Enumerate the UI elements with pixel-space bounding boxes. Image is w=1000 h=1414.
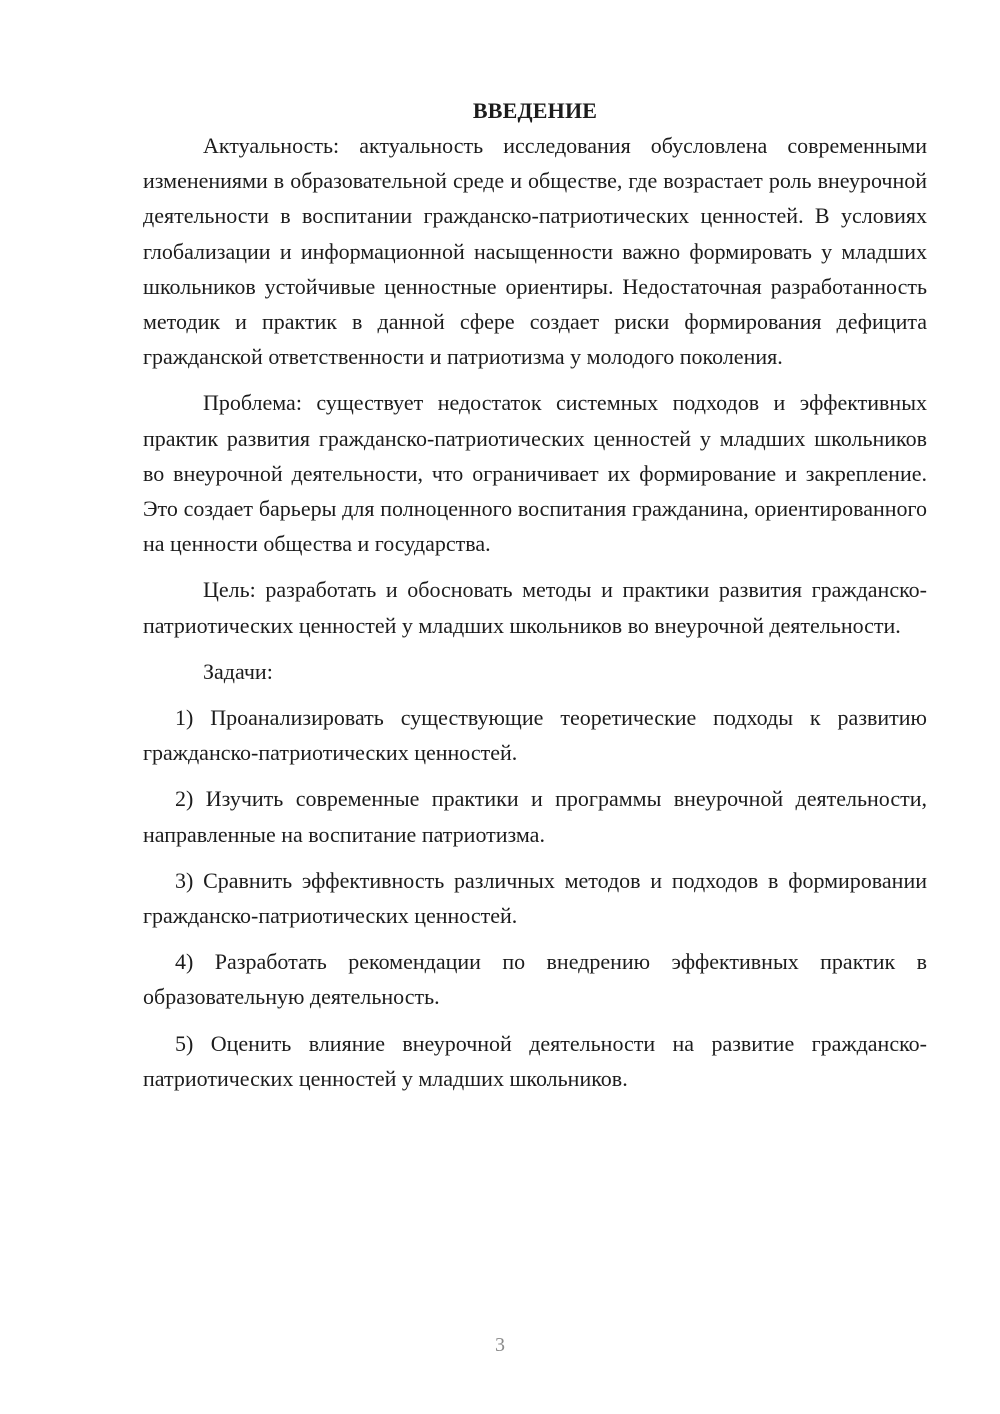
goal-paragraph: Цель: разработать и обосновать методы и практики развития гражданско-патриотических ценностей у младших школьников во внеурочной деятельности. [143,577,927,638]
page-content [143,94,927,1096]
tasks-heading: Задачи: [203,658,273,684]
task-item-3: 3) Сравнить эффективность различных методов и подходов в формировании гражданско-патриотических ценностей. [143,867,927,929]
task-item-1: 1) Проанализировать существующие теоретические подходы к развитию гражданско-патриотических ценностей. [143,705,927,766]
task-item-2: 2) Изучить современные практики и программы внеурочной деятельности, направленные на воспитание патриотизма. [143,786,927,847]
task-item-4: 4) Разработать рекомендации по внедрению эффективных практик в образовательную деятельность. [143,949,927,1010]
relevance-paragraph: Актуальность: актуальность исследования обусловлена современными изменениями в образовательной среде и обществе, где возрастает роль внеурочной деятельности в воспитании гражданско-патриотических ценностей. В условиях глобализации и информационной насыщенности важно формировать у младших школьников устойчивые ценностные ориентиры. Недостаточная разработанность методик и практик в данной сфере создает риски формирования дефицита гражданской ответственности и патриотизма у молодого поколения. [143,133,927,370]
task-item-5: 5) Оценить влияние внеурочной деятельности на развитие гражданско-патриотических ценностей у младших школьников. [143,1030,927,1091]
page-number: 3 [495,1334,505,1356]
section-title: ВВЕДЕНИЕ [472,98,598,123]
problem-paragraph: Проблема: существует недостаток системных подходов и эффективных практик развития гражданско-патриотических ценностей у младших школьников во внеурочной деятельности, что ограничивает их формирование и закрепление. Это создает барьеры для полноценного воспитания гражданина, ориентированного на ценности общества и государства. [143,390,927,557]
